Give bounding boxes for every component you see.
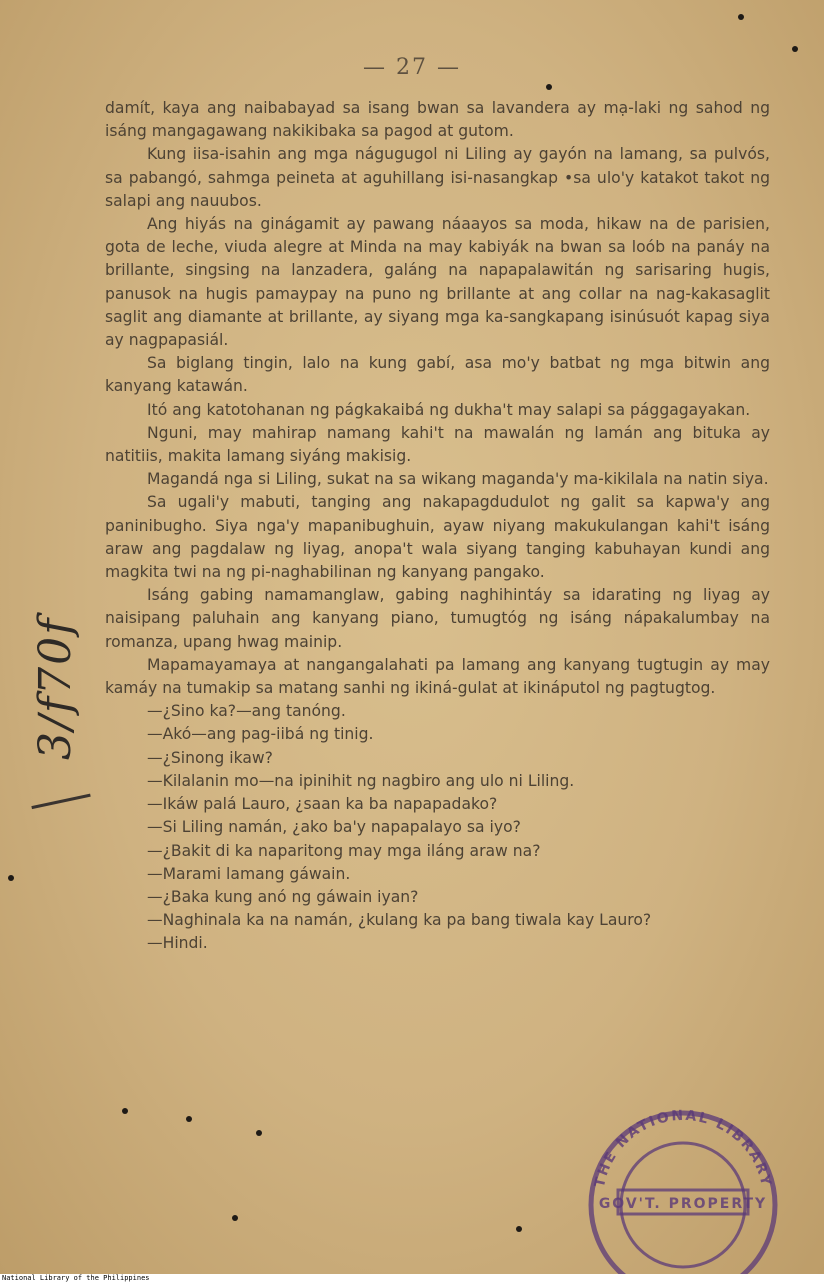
stamp-band-text: GOV'T. PROPERTY <box>598 1196 768 1212</box>
dialogue-line: —Naghinala ka na namán, ¿kulang ka pa bang tiwala kay Lauro? <box>147 911 652 930</box>
handwritten-margin-note: 3/f70f <box>30 616 81 760</box>
dialogue-line: —¿Sino ka?—ang tanóng. <box>147 702 346 721</box>
ink-speck <box>516 1226 522 1232</box>
library-stamp <box>578 1105 788 1274</box>
ink-speck <box>186 1116 192 1122</box>
svg-text:THE NATIONAL LIBRARY <box>592 1108 774 1189</box>
ink-speck <box>232 1215 238 1221</box>
footer-credit: National Library of the Philippines <box>0 1274 824 1283</box>
dialogue-line: —Si Liling namán, ¿ako ba'y napapalayo sa iyo? <box>147 818 521 837</box>
paragraph: Magandá nga si Liling, sukat na sa wikang maganda'y ma-kikilala na natin siya. <box>147 470 769 489</box>
dialogue-line: —Marami lamang gáwain. <box>147 864 351 883</box>
paragraph: Nguni, may mahirap namang kahi't na mawalán ng lamán ang bituka ay natitiis, makita lamang siyáng makisig. <box>105 423 770 466</box>
page-number: — 27 — <box>363 55 461 80</box>
paragraph: Sa biglang tingin, lalo na kung gabí, asa mo'y batbat ng mga bitwin ang kanyang katawán. <box>105 354 770 396</box>
paragraph: Kung iisa-isahin ang mga nágugugol ni Liling ay gayón na lamang, sa pulvós, sa pabangó, sahmga peineta at aguhillang isi-nasangkap •sa ulo'y katakot takot ng salapi ang nauubos. <box>105 145 770 210</box>
dialogue-line: —Hindi. <box>147 934 208 953</box>
pencil-mark <box>29 784 90 809</box>
ink-speck <box>122 1108 128 1114</box>
ink-speck <box>256 1130 262 1136</box>
paragraph: damít, kaya ang naibabayad sa isang bwan sa lavandera ay mạ-laki ng sahod ng isáng mangagawang nakikibaka sa pagod at gutom. <box>105 99 770 141</box>
dialogue-line: —Kilalanin mo—na ipinihit ng nagbiro ang ulo ni Liling. <box>147 771 575 790</box>
dialogue-line: —¿Sinong ikaw? <box>147 748 273 767</box>
paragraph: Ang hiyás na ginágamit ay pawang náaayos sa moda, hikaw na de parisien, gota de leche, viuda alegre at Minda na may kabiyák na bwan sa loób na panáy na brillante, singsing na lanzadera, galáng na napapalawitán ng sarisaring hugis, panusok na hugis pamaypay na puno ng brillante at ang collar na nag-kakasaglit saglit ang diamante at brillante, ay siyang mga ka-sangkapang isinúsuót kapag siya ay nagpapasiál. <box>105 215 770 350</box>
ink-speck <box>792 46 798 52</box>
ink-speck <box>546 84 552 90</box>
dialogue-line: —¿Bakit di ka naparitong may mga iláng araw na? <box>147 841 541 860</box>
dialogue-line: —Akó—ang pag-iibá ng tinig. <box>147 725 374 744</box>
paragraph: Isáng gabing namamanglaw, gabing naghihintáy sa idarating ng liyag ay naisipang paluhain ang kanyang piano, tumugtóg ng isáng nápakalumbay na romanza, upang hwag mainip. <box>105 586 770 651</box>
stamp-top-text: THE NATIONAL LIBRARY <box>591 1107 775 1189</box>
paragraph: Mapamayamaya at nangangalahati pa lamang ang kanyang tugtugin ay may kamáy na tumakip sa matang sanhi ng ikiná-gulat at ikináputol ng pagtugtog. <box>105 655 770 698</box>
ink-speck <box>8 875 14 881</box>
dialogue-line: —¿Baka kung anó ng gáwain iyan? <box>147 887 419 906</box>
body-text <box>105 97 770 956</box>
dialogue-line: —Ikáw palá Lauro, ¿saan ka ba napapadako? <box>147 795 498 814</box>
ink-speck <box>738 14 744 20</box>
paragraph: Sa ugali'y mabuti, tanging ang nakapagdudulot ng galit sa kapwa'y ang paninibugho. Siya nga'y mapanibughuin, ayaw niyang makukulangan kahi't isáng araw ang pagdalaw ng liyag, anopa't wala siyang tanging kabuhayan kundi ang magkita twi na ng pi-naghabilinan ng kanyang pangako. <box>105 493 770 582</box>
paragraph: Itó ang katotohanan ng págkakaibá ng dukha't may salapi sa pággagayakan. <box>147 400 751 419</box>
